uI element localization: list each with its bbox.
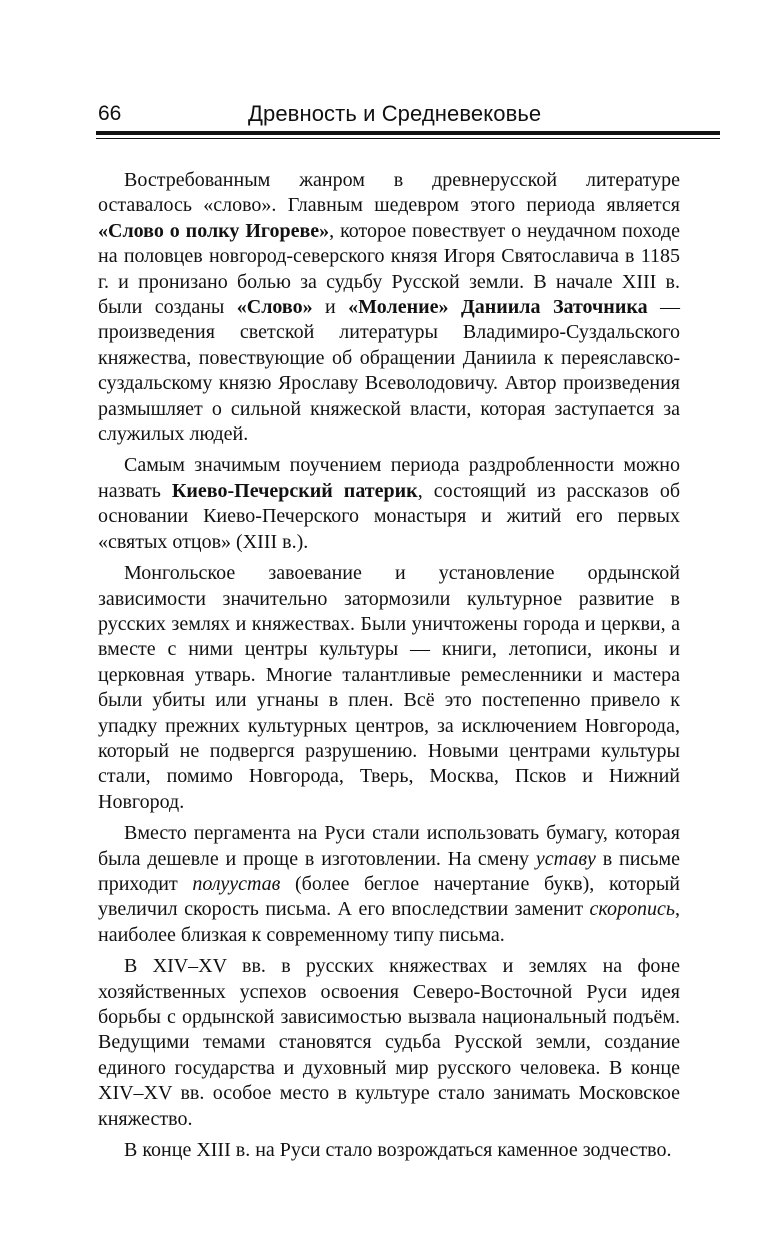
- text-run: в письме приходит: [98, 847, 680, 895]
- text-run: Востребованным жанром в древнерусской литературе оставалось «слово». Главным шедевром этого периода является: [98, 169, 680, 217]
- running-title: Древность и Средневековье: [248, 101, 542, 126]
- text-run-bold: «Моление» Даниила Заточника: [348, 296, 648, 319]
- text-run-bold: «Слово о полку Игореве»: [98, 219, 330, 242]
- paragraph: [98, 561, 680, 815]
- text-run: — произведения светской литературы Владимиро-Суздальского княжества, повествующие об обращении Даниила к переяславско-суздальскому князю Ярославу Всеволодовичу. Автор произведения размышляет о сильной княжеской власти, которая заступается за служилых людей.: [98, 296, 681, 446]
- text-run: В конце XIII в. на Руси стало возрождаться каменное зодчество.: [124, 1139, 672, 1162]
- text-run-bold: Киево-Печерский патерик: [171, 479, 418, 502]
- paragraph: [98, 821, 680, 948]
- body-text: [98, 168, 680, 1163]
- paragraph: [98, 954, 680, 1132]
- text-run-bold: «Слово»: [236, 296, 313, 319]
- header-rule-thin: [96, 138, 720, 139]
- text-run-italic: скоропись: [589, 898, 675, 921]
- text-run: и: [312, 296, 349, 319]
- paragraph: [98, 1138, 680, 1163]
- text-run: Монгольское завоевание и установление ордынской зависимости значительно затормозили культурное развитие в русских землях и княжествах. Были уничтожены города и церкви, а вместе с ними центры культуры — книги, летописи, иконы и церковная утварь. Многие талантливые ремесленники и мастера были убиты или угнаны в плен. Всё это постепенно привело к упадку прежних культурных центров, за исключением Новгорода, который не подвергся разрушению. Новыми центрами культуры стали, помимо Новгорода, Тверь, Москва, Псков и Нижний Новгород.: [98, 562, 680, 813]
- text-run: (более беглое начертание букв), который увеличил скорость письма. А его впоследствии заменит: [98, 872, 680, 921]
- paragraph: [98, 453, 680, 555]
- header-rule-thick: [96, 131, 720, 135]
- text-run-italic: полуустав: [192, 872, 281, 895]
- text-run: Вместо пергамента на Руси стали использовать бумагу, которая была дешевле и проще в изготовлении. На смену: [98, 822, 680, 870]
- text-run: , которое повествует о неудачном походе на половцев новгород-северского князя Игоря Святославича в 1185 г. и пронизано болью за судьбу Русской земли. В начале XIII в. были созданы: [98, 219, 680, 319]
- text-run: , состоящий из рассказов об основании Киево-Печерского монастыря и житий его первых «святых отцов» (XIII в.).: [98, 479, 681, 553]
- running-header: [98, 96, 720, 132]
- text-run: В XIV–XV вв. в русских княжествах и землях на фоне хозяйственных успехов освоения Северо-Восточной Руси идея борьбы с ордынской зависимостью вызвала национальный подъём. Ведущими темами становятся судьба Русской земли, создание единого государства и духовный мир русского человека. В конце XIV–XV вв. особое место в культуре стало занимать Московское княжество.: [98, 955, 680, 1130]
- paragraph: [98, 168, 680, 447]
- text-run: Самым значимым поучением периода раздробленности можно назвать: [98, 454, 680, 502]
- text-run-italic: уставу: [535, 847, 596, 870]
- text-run: , наиболее близкая к современному типу письма.: [98, 898, 680, 946]
- page-number: 66: [98, 102, 122, 125]
